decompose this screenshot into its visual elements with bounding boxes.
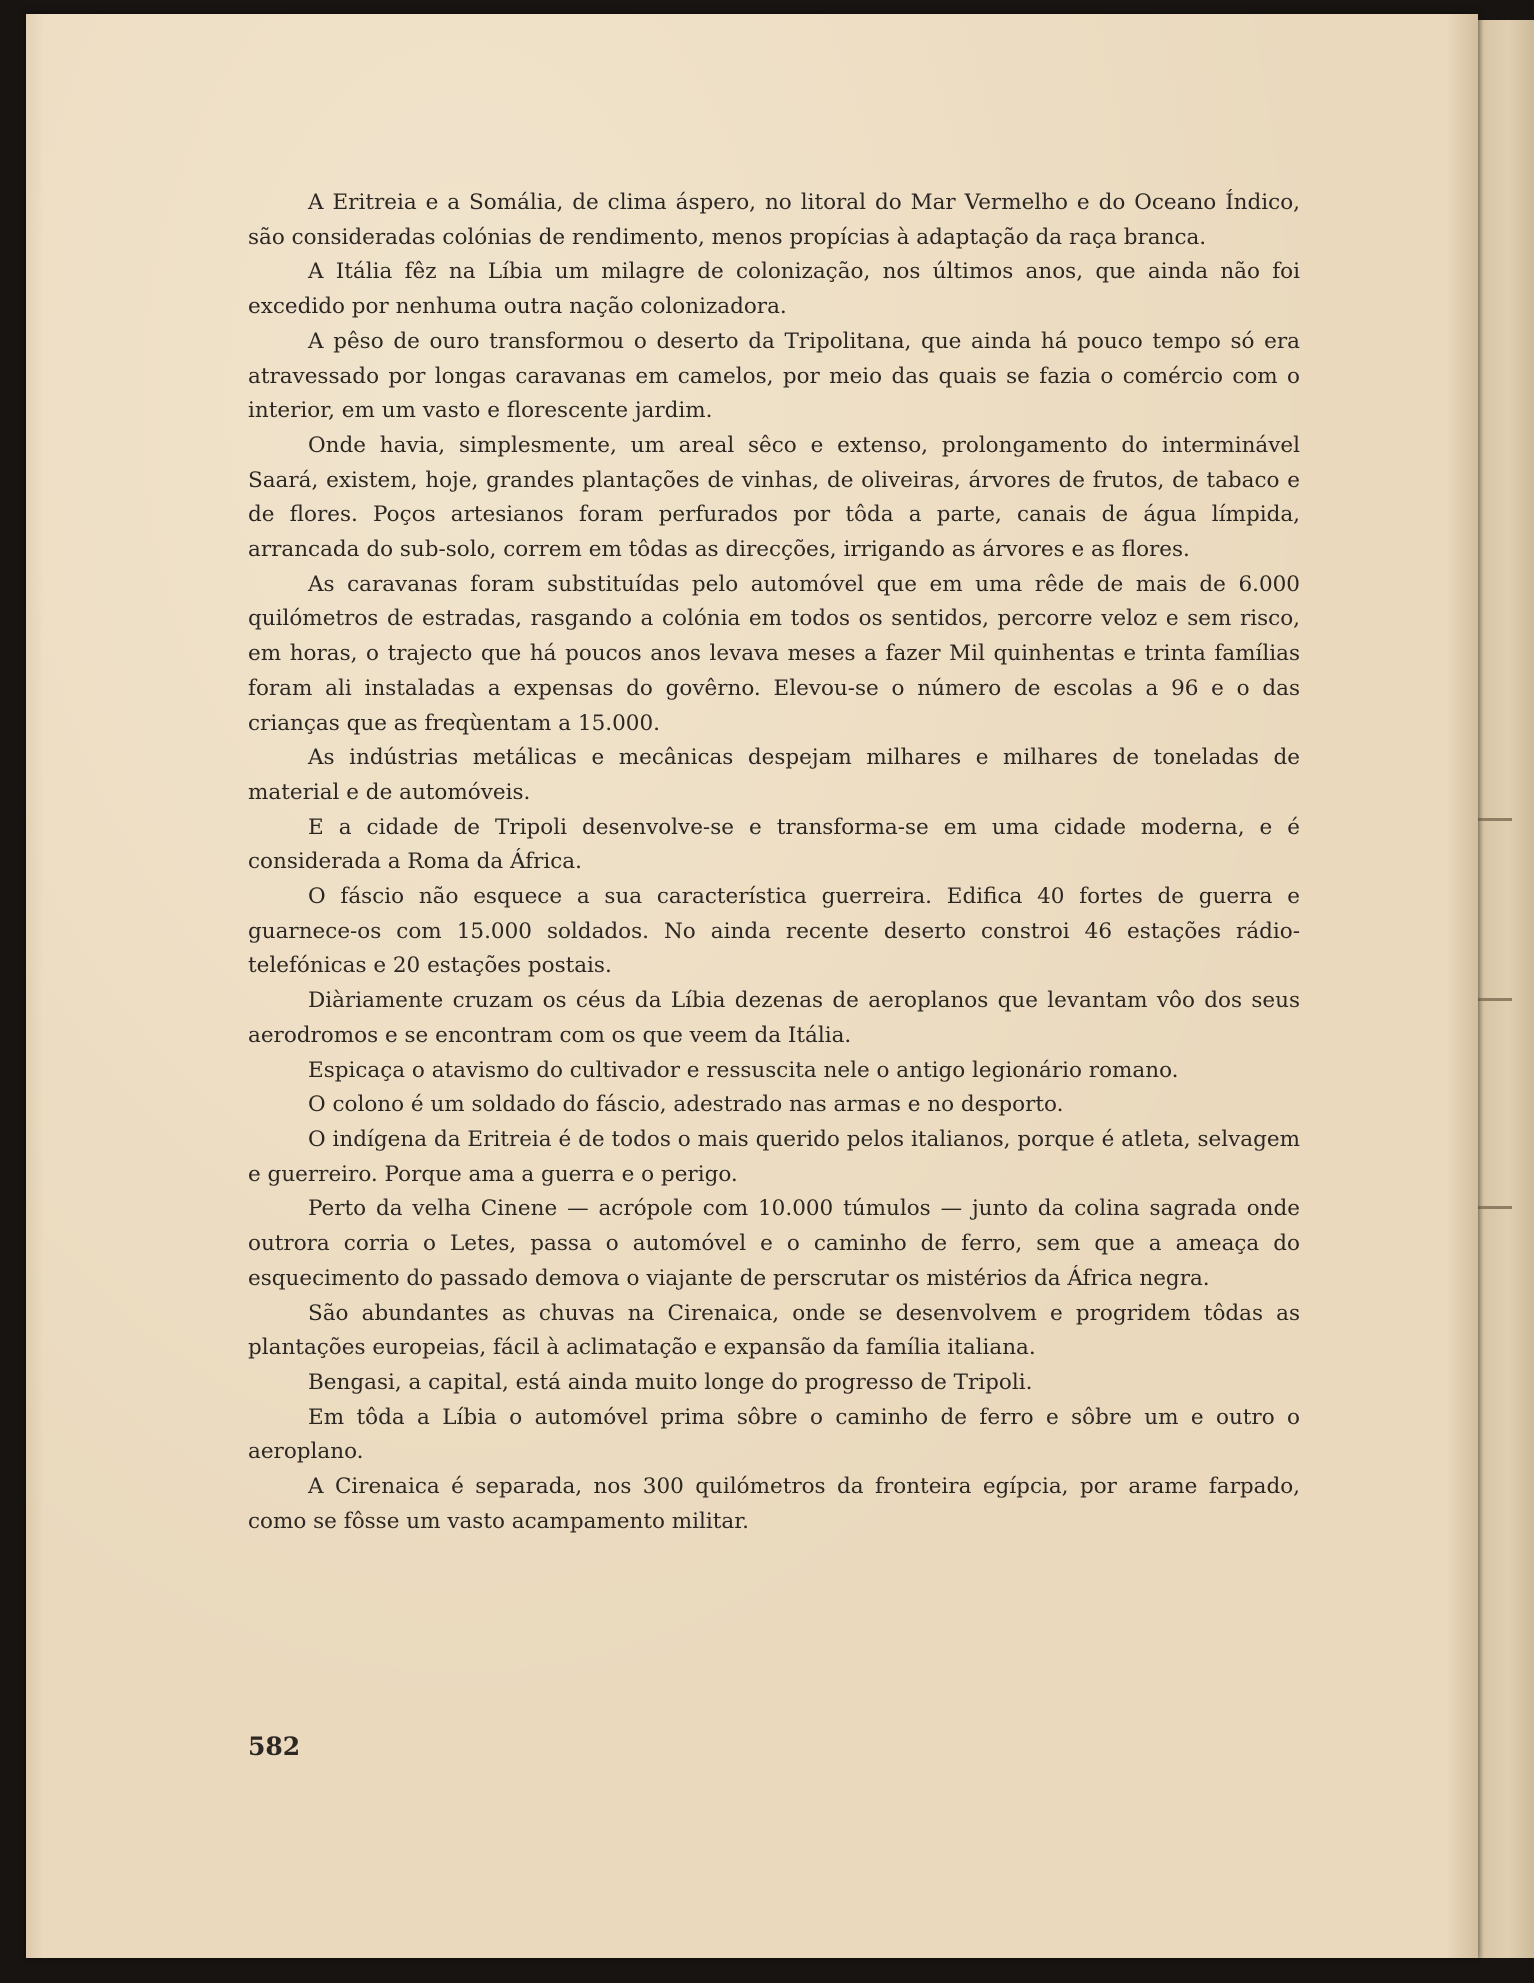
paragraph: Em tôda a Líbia o automóvel prima sôbre o caminho de ferro e sôbre um e outro o aeroplano. [248, 1404, 1300, 1465]
paragraph: O fáscio não esquece a sua característica guerreira. Edifica 40 fortes de guerra e guarnece-os com 15.000 soldados. No ainda recente deserto constroi 46 estações rádio-telefónicas e 20 estações postais. [248, 884, 1300, 979]
paragraph: Bengasi, a capital, está ainda muito longe do progresso de Tripoli. [308, 1369, 1033, 1395]
paragraph: A pêso de ouro transformou o deserto da Tripolitana, que ainda há pouco tempo só era atravessado por longas caravanas em camelos, por meio das quais se fazia o comércio com o interior, em um vasto e florescente jardim. [248, 328, 1300, 424]
paragraph: Espicaça o atavismo do cultivador e ressuscita nele o antigo legionário romano. [308, 1057, 1179, 1083]
page-number: 582 [248, 1732, 301, 1761]
paragraph: A Eritreia e a Somália, de clima áspero, no litoral do Mar Vermelho e do Oceano Índico, são consideradas colónias de rendimento, menos propícias à adaptação da raça branca. [248, 190, 1300, 250]
paragraph: O colono é um soldado do fáscio, adestrado nas armas e no desporto. [308, 1092, 1064, 1118]
adjacent-page-edge [1478, 20, 1534, 1958]
paragraph: As indústrias metálicas e mecânicas despejam milhares e milhares de toneladas de material e de automóveis. [248, 745, 1300, 805]
paragraph: O indígena da Eritreia é de todos o mais querido pelos italianos, porque é atleta, selvagem e guerreiro. Porque ama a guerra e o perigo. [248, 1126, 1300, 1187]
paragraph: Onde havia, simplesmente, um areal sêco e extenso, prolongamento do interminável Saará, existem, hoje, grandes plantações de vinhas, de oliveiras, árvores de frutos, de tabaco e de flores. Poços artesianos foram perfurados por tôda a parte, canais de água límpida, arrancada do sub-solo, correm em tôdas as direcções, irrigando as árvores e as flores. [248, 432, 1300, 563]
paragraph: Perto da velha Cinene — acrópole com 10.000 túmulos — junto da colina sagrada onde outrora corria o Letes, passa o automóvel e o caminho de ferro, sem que a ameaça do esquecimento do passado demova o viajante de perscrutar os mistérios da África negra. [248, 1196, 1300, 1291]
paragraph: A Cirenaica é separada, nos 300 quilómetros da fronteira egípcia, por arame farpado, como se fôsse um vasto acampamento militar. [248, 1474, 1300, 1534]
paragraph: As caravanas foram substituídas pelo automóvel que em uma rêde de mais de 6.000 quilómetros de estradas, rasgando a colónia em todos os sentidos, percorre veloz e sem risco, em horas, o trajecto que há poucos anos levava meses a fazer Mil quinhentas e trinta famílias foram ali instaladas a expensas do govêrno. Elevou-se o número de escolas a 96 e o das crianças que as freqùentam a 15.000. [248, 571, 1300, 736]
paragraph: A Itália fêz na Líbia um milagre de colonização, nos últimos anos, que ainda não foi excedido por nenhuma outra nação colonizadora. [248, 259, 1300, 320]
paragraph: E a cidade de Tripoli desenvolve-se e transforma-se em uma cidade moderna, e é considerada a Roma da África. [248, 814, 1300, 875]
paragraph: São abundantes as chuvas na Cirenaica, onde se desenvolvem e progridem tôdas as plantações europeias, fácil à aclimatação e expansão da família italiana. [248, 1300, 1300, 1361]
body-text [248, 186, 1300, 1539]
paragraph: Diàriamente cruzam os céus da Líbia dezenas de aeroplanos que levantam vôo dos seus aerodromos e se encontram com os que veem da Itália. [248, 988, 1300, 1048]
